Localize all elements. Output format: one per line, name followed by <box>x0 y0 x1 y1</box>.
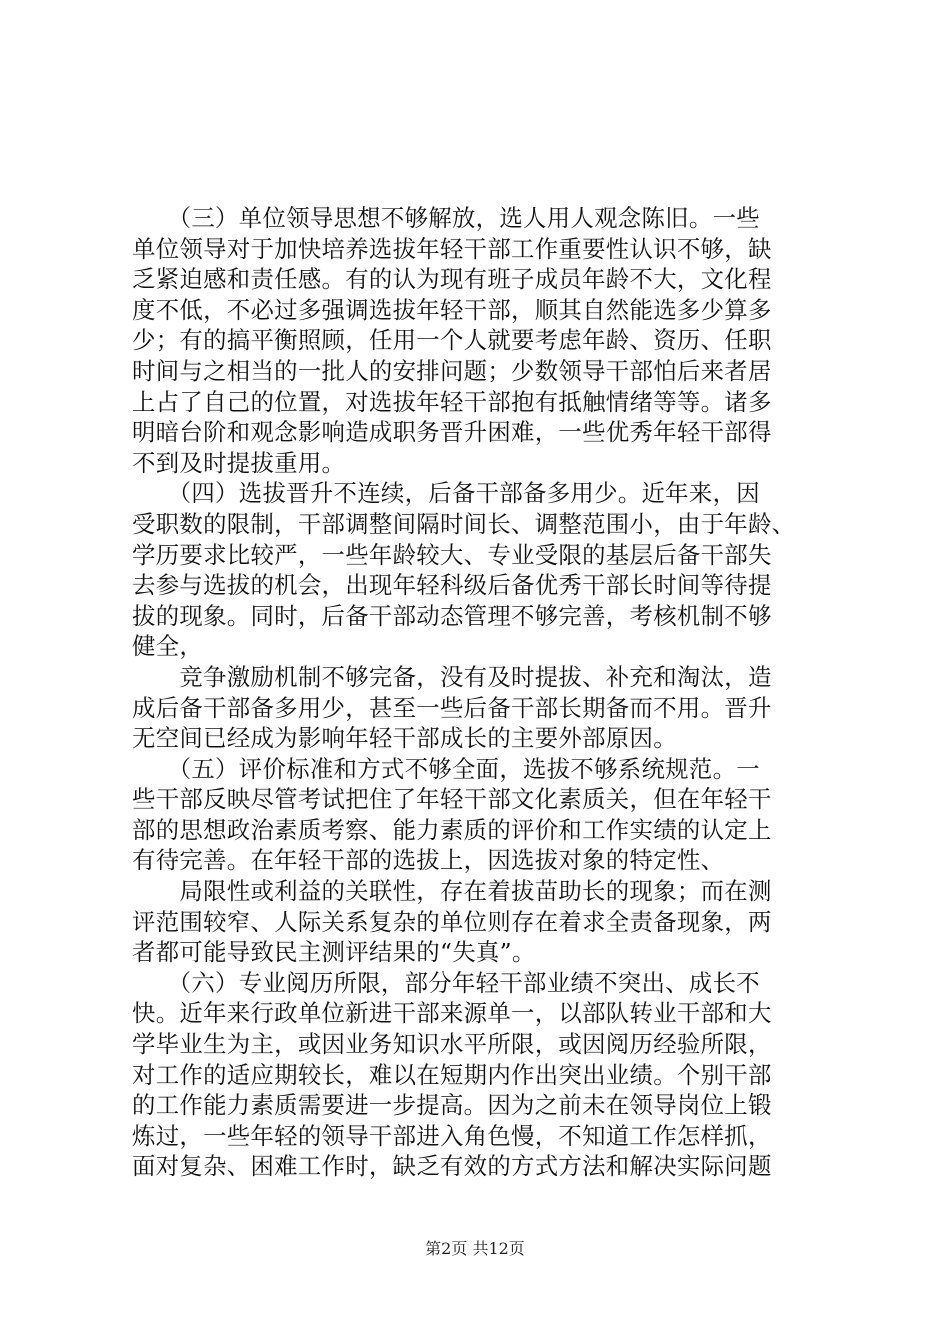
page-number-footer: 第2页 共12页 <box>425 1239 525 1258</box>
text-line: 学历要求比较严，一些年龄较大、专业受限的基层后备干部失 <box>132 540 772 569</box>
text-line: 无空间已经成为影响年轻干部成长的主要外部原因。 <box>132 724 677 753</box>
text-line: （五）评价标准和方式不够全面，选拔不够系统规范。一 <box>132 754 760 783</box>
text-line: 面对复杂、困难工作时，缺乏有效的方式方法和解决实际问题 <box>132 1152 772 1181</box>
text-line: 些干部反映尽管考试把住了年轻干部文化素质关，但在年轻干 <box>132 785 772 814</box>
text-line: 单位领导对于加快培养选拔年轻干部工作重要性认识不够，缺 <box>132 234 772 263</box>
text-line: （六）专业阅历所限，部分年轻干部业绩不突出、成长不 <box>132 968 760 997</box>
text-line: （四）选拔晋升不连续，后备干部备多用少。近年来，因 <box>132 479 760 508</box>
text-line: 少；有的搞平衡照顾，任用一个人就要考虑年龄、资历、任职 <box>132 326 772 355</box>
text-line: 乏紧迫感和责任感。有的认为现有班子成员年龄不大，文化程 <box>132 265 772 294</box>
text-line: 快。近年来行政单位新进干部来源单一，以部队转业干部和大 <box>132 999 772 1028</box>
text-line: 度不低，不必过多强调选拔年轻干部，顺其自然能选多少算多 <box>132 295 772 324</box>
text-line: （三）单位领导思想不够解放，选人用人观念陈旧。一些 <box>132 204 760 232</box>
text-line: 评范围较窄、人际关系复杂的单位则存在着求全责备现象，两 <box>132 907 772 936</box>
text-line: 不到及时提拔重用。 <box>132 448 346 477</box>
text-line: 的工作能力素质需要进一步提高。因为之前未在领导岗位上锻 <box>132 1091 772 1120</box>
body-text <box>132 203 832 1182</box>
text-line: 成后备干部备多用少，甚至一些后备干部长期备而不用。晋升 <box>132 693 772 722</box>
text-line: 者都可能导致民主测评结果的“失真”。 <box>132 938 536 967</box>
text-line: 去参与选拔的机会，出现年轻科级后备优秀干部长时间等待提 <box>132 571 772 600</box>
text-line: 部的思想政治素质考察、能力素质的评价和工作实绩的认定上 <box>132 815 772 844</box>
text-line: 健全， <box>132 632 204 661</box>
text-line: 明暗台阶和观念影响造成职务晋升困难，一些优秀年轻干部得 <box>132 418 772 447</box>
text-line: 对工作的适应期较长，难以在短期内作出突出业绩。个别干部 <box>132 1060 772 1089</box>
text-line: 竞争激励机制不够完备，没有及时提拔、补充和淘汰，造 <box>132 662 772 691</box>
text-line: 拔的现象。同时，后备干部动态管理不够完善，考核机制不够 <box>132 601 772 630</box>
text-line: 上占了自己的位置，对选拔年轻干部抱有抵触情绪等等。诸多 <box>132 387 772 416</box>
text-line: 受职数的限制，干部调整间隔时间长、调整范围小，由于年龄、 <box>132 509 796 538</box>
text-line: 局限性或利益的关联性，存在着拔苗助长的现象；而在测 <box>132 877 772 906</box>
text-line: 有待完善。在年轻干部的选拔上，因选拔对象的特定性、 <box>132 846 725 875</box>
text-line: 时间与之相当的一批人的安排问题；少数领导干部怕后来者居 <box>132 356 772 385</box>
text-line: 炼过，一些年轻的领导干部进入角色慢，不知道工作怎样抓， <box>132 1121 772 1150</box>
text-line: 学毕业生为主，或因业务知识水平所限，或因阅历经验所限， <box>132 1030 772 1059</box>
